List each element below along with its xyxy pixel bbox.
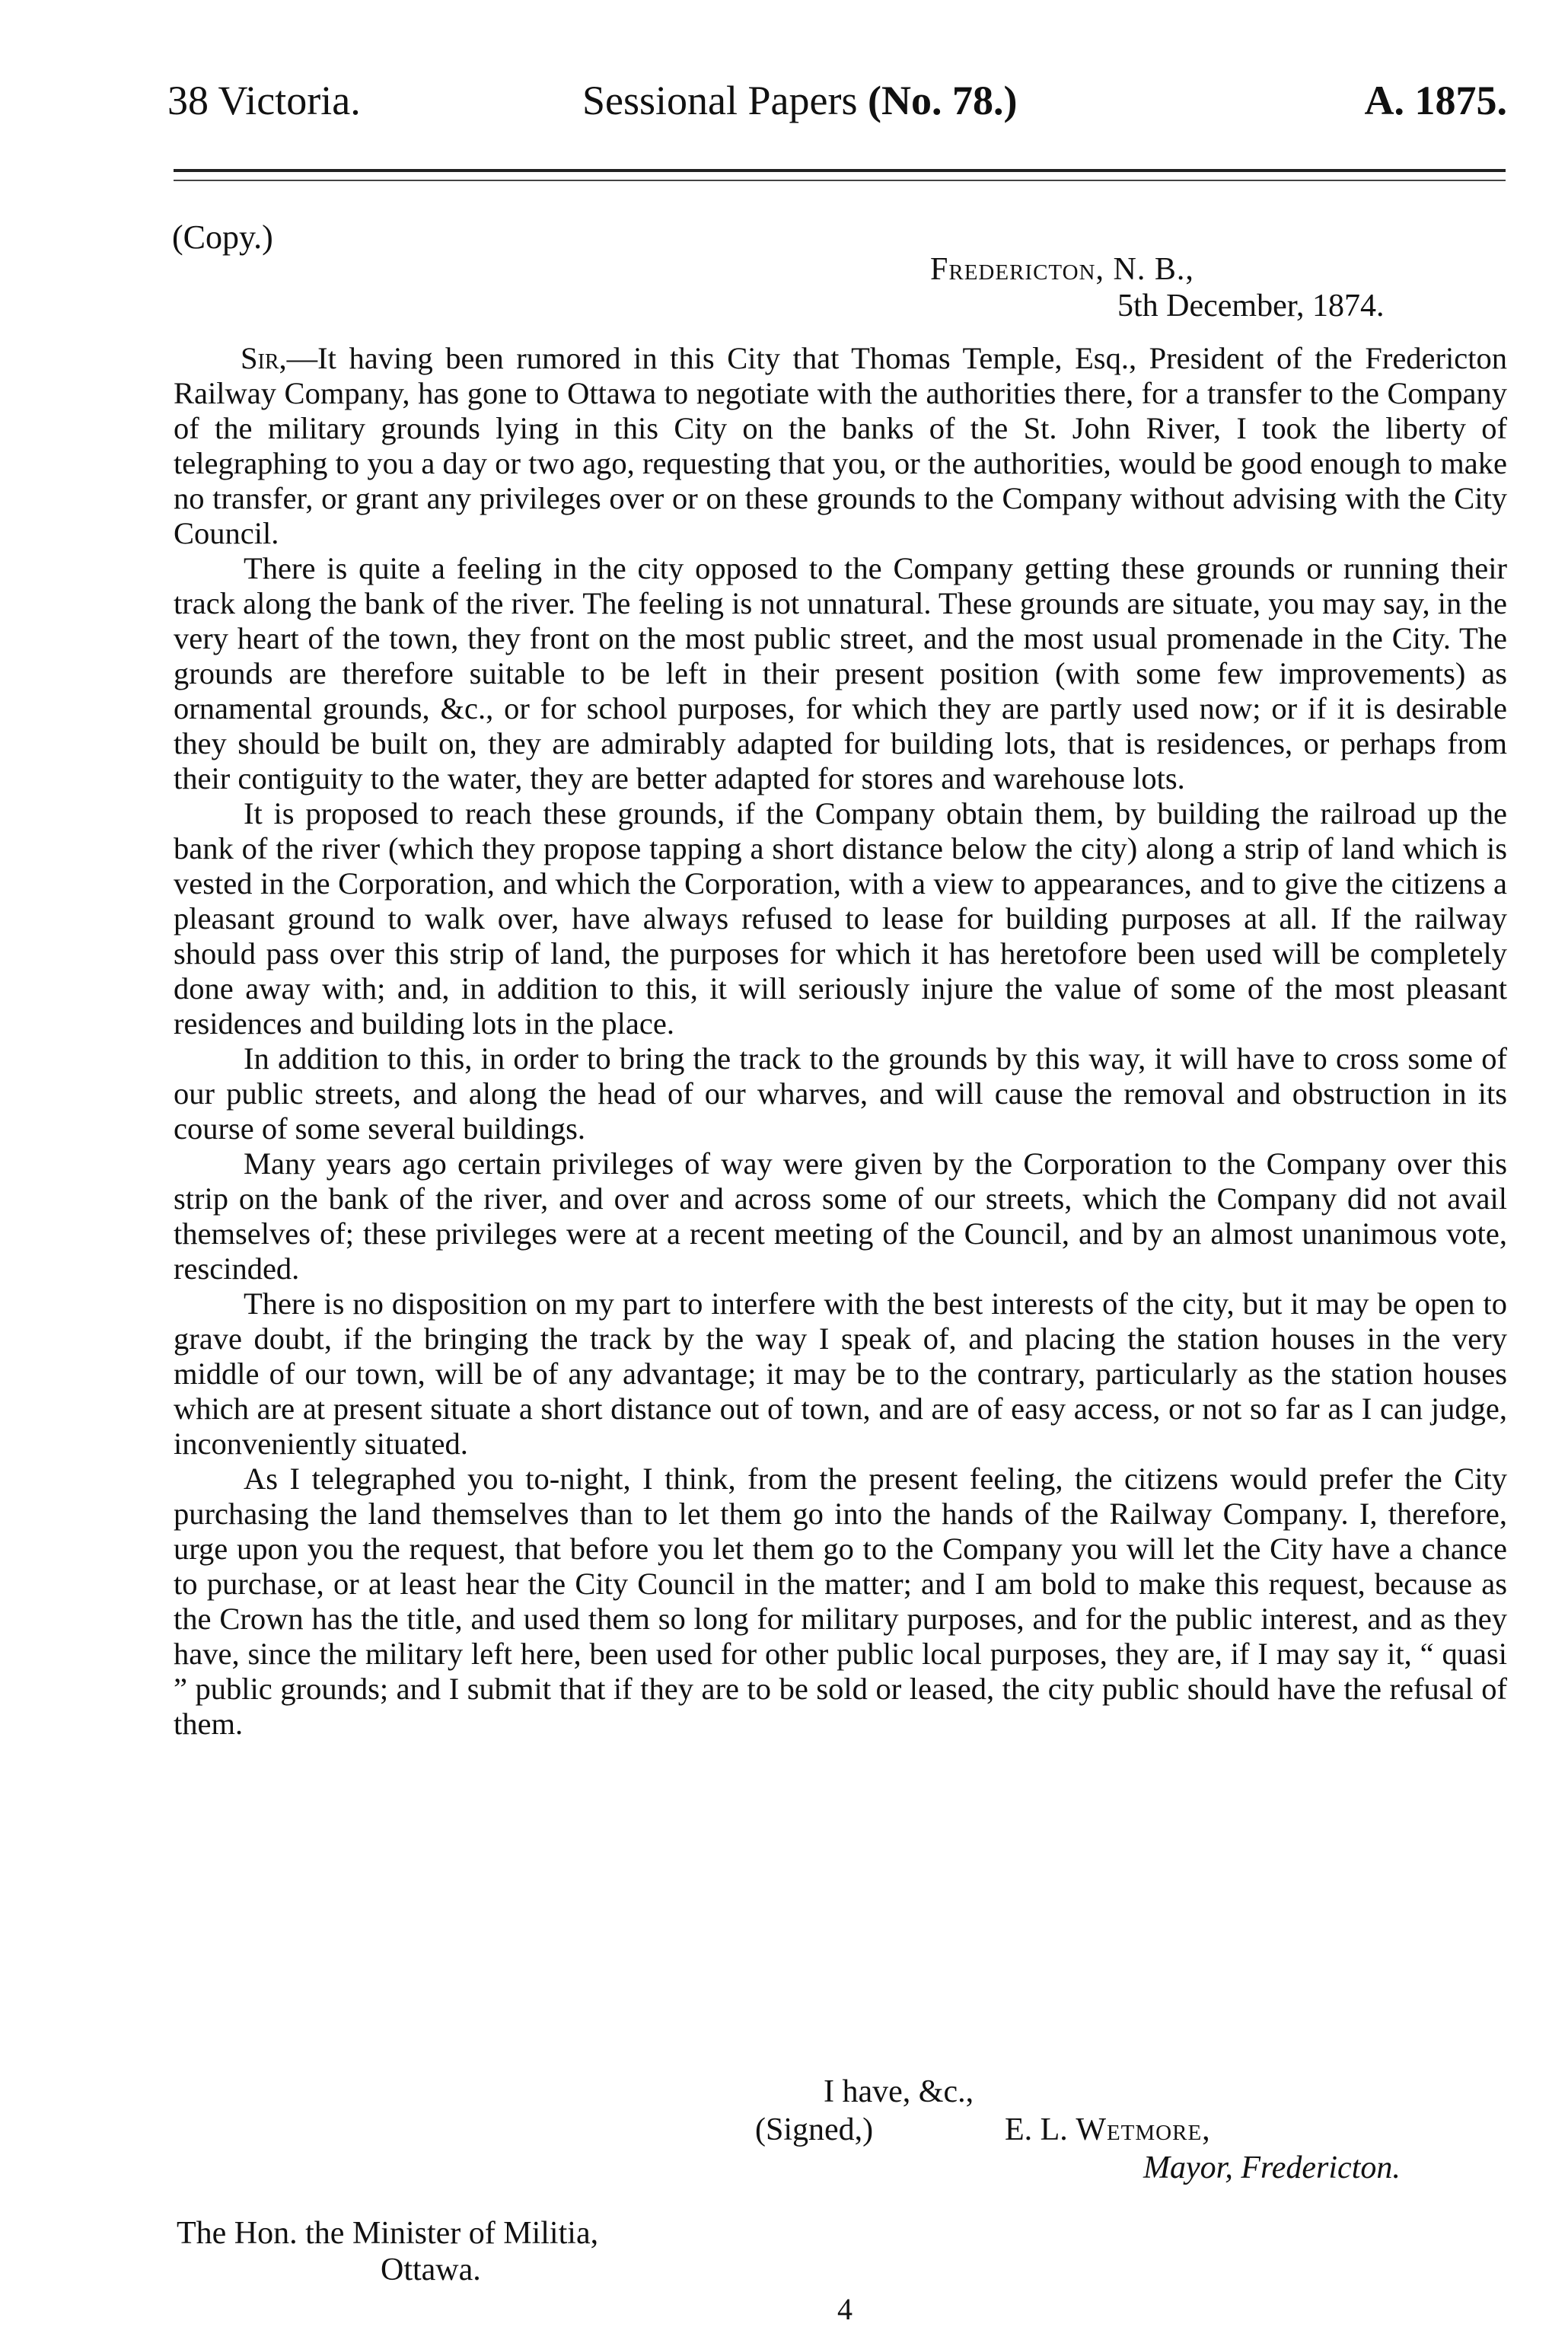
paragraph-1-text: —It having been rumored in this City that Thomas Temple, Esq., President of the Fredericton Railway Company, has gone to Ottawa to negotiate with the authorities there, for a transfer to the Company of the military grounds lying in this City on the banks of the St. John River, I took the liberty of telegraphing to you a day or two ago, requesting that you, or the authorities, would be good enough to make no transfer, or grant any privileges over or on these grounds to the Company without advising with the City Council. (174, 341, 1507, 550)
running-header (167, 70, 1507, 131)
paragraph-7: As I telegraphed you to-night, I think, from the present feeling, the citizens would prefer the City purchasing the land themselves than to let them go into the hands of the Railway Company. I, therefore, urge upon you the request, that before you let them go to the Company you will let the City have a chance to purchase, or at least hear the City Council in the matter; and I am bold to make this request, because as the Crown has the title, and used them so long for military purposes, and for the public interest, and as they have, since the military left here, been used for other public local purposes, they are, if I may say it, “ quasi ” public grounds; and I submit that if they are to be sold or leased, the city public should have the refusal of them. (174, 1462, 1507, 1741)
closing-have: I have, &c., (824, 2074, 974, 2109)
paragraph-6: There is no disposition on my part to interfere with the best interests of the city, but it may be open to grave doubt, if the bringing the track by the way I speak of, and placing the station houses in the very middle of our town, will be of any advantage; it may be to the contrary, particularly as the station houses which are at present situate a short distance out of town, and are of easy access, or not so far as I can judge, inconveniently situated. (174, 1286, 1507, 1461)
signatory-surname: Wetmore, (1076, 2112, 1211, 2147)
addressee-line-2: Ottawa. (381, 2252, 481, 2287)
closing-signed: (Signed,) (755, 2112, 874, 2147)
paragraph-4: In addition to this, in order to bring the track to the grounds by this way, it will have to cross some of our public streets, and along the head of our wharves, and will cause the removal and obstruction in its course of some several buildings. (174, 1041, 1507, 1146)
salutation: Sir, (241, 341, 287, 375)
header-session: 38 Victoria. (167, 78, 361, 123)
paragraph-2: There is quite a feeling in the city opposed to the Company getting these grounds or running their track along the bank of the river. The feeling is not unnatural. These grounds are situate, you may say, in the very heart of the town, they front on the most public street, and the most usual promenade in the City. The grounds are therefore suitable to be left in their present position (with some few improvements) as ornamental grounds, &c., or for school purposes, for which they are partly used now; or if it is desirable they should be built on, they are admirably adapted for building lots, that is residences, or perhaps from their contiguity to the water, they are better adapted for stores and warehouse lots. (174, 551, 1507, 795)
header-rule-thin (174, 180, 1506, 181)
header-sessional-papers (582, 70, 1017, 131)
header-year: A. 1875. (1364, 78, 1507, 123)
paragraph-5: Many years ago certain privileges of way were given by the Corporation to the Company over this strip on the bank of the river, and over and across some of our streets, which the Company did not avail themselves of; these privileges were at a recent meeting of the Council, and by an almost unanimous vote, rescinded. (174, 1146, 1507, 1286)
paragraph-1 (174, 341, 1507, 551)
header-sessional-papers-label: Sessional Papers (582, 78, 868, 123)
header-rule-thick (174, 169, 1506, 172)
addressee-line-1: The Hon. the Minister of Militia, (177, 2216, 599, 2251)
signatory-title: Mayor, Fredericton. (1143, 2150, 1401, 2185)
copy-label: (Copy.) (172, 218, 273, 256)
signatory-name (1005, 2112, 1211, 2148)
letter-date: 5th December, 1874. (1117, 288, 1385, 324)
letter-body (174, 341, 1507, 1742)
letter-place: Fredericton, N. B., (930, 252, 1194, 287)
page-number: 4 (837, 2292, 853, 2326)
paragraph-3: It is proposed to reach these grounds, if the Company obtain them, by building the railroad up the bank of the river (which they propose tapping a short distance below the city) along a strip of land which is vested in the Corporation, and which the Corporation, with a view to appearances, and to give the citizens a pleasant ground to walk over, have always refused to lease for building purposes at all. If the railway should pass over this strip of land, the purposes for which it has heretofore been used will be completely done away with; and, in addition to this, it will seriously injure the value of some of the most pleasant residences and building lots in the place. (174, 796, 1507, 1041)
header-paper-number: (No. 78.) (867, 78, 1018, 123)
signatory-initials: E. L. (1005, 2112, 1076, 2147)
